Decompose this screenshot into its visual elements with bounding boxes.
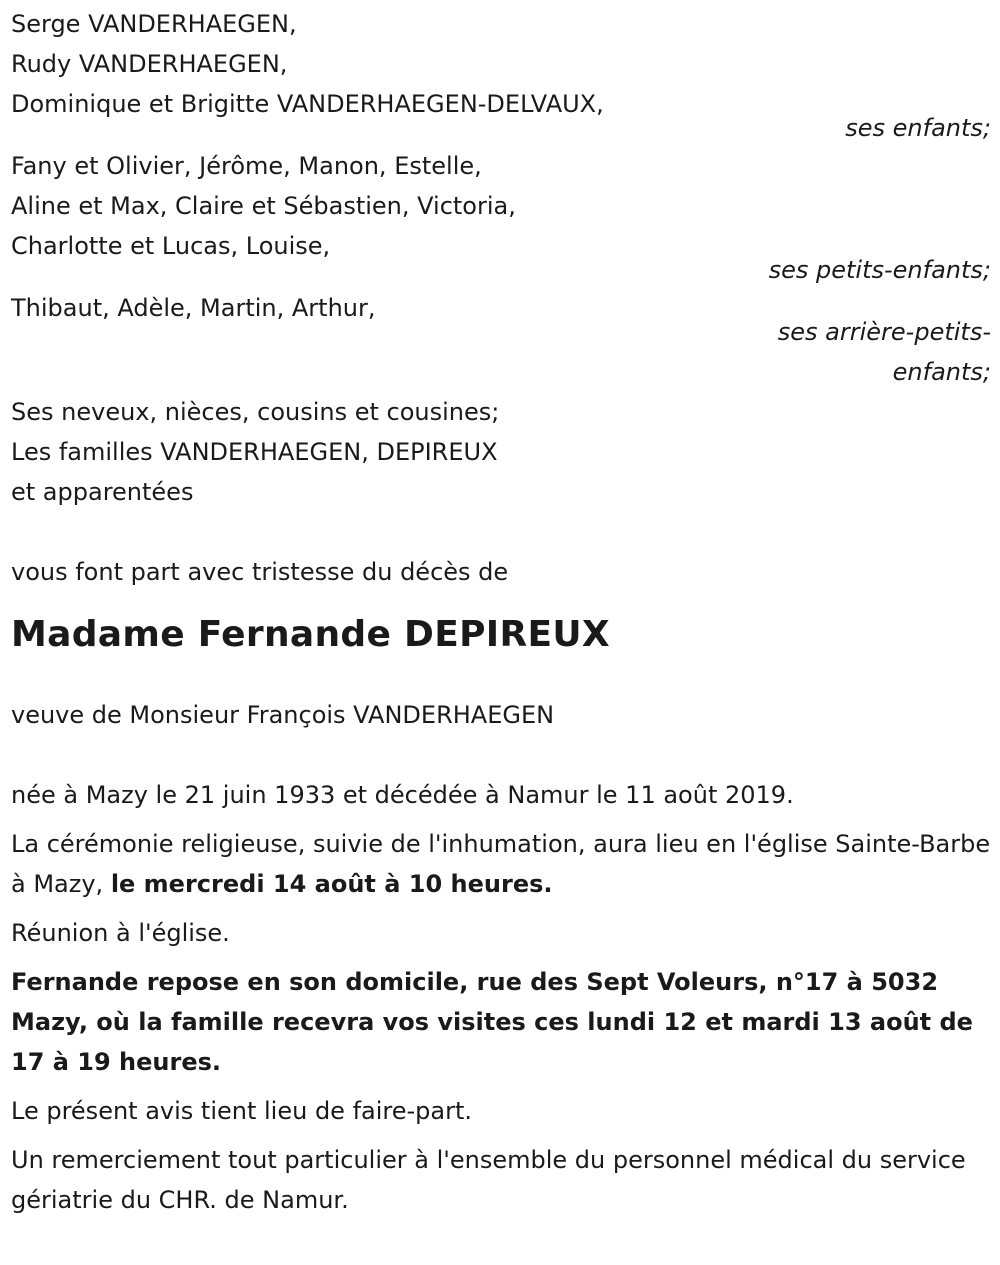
announcement-text: vous font part avec tristesse du décès de [11,558,509,586]
great-grandchild-names: Thibaut, Adèle, Martin, Arthur, [11,294,376,322]
obituary-notice [11,4,991,1229]
great-grandchildren-role: ses arrière-petits- [777,318,991,346]
deceased-name: Madame Fernande DEPIREUX [11,614,610,655]
widow-of-text: veuve de Monsieur François VANDERHAEGEN [11,701,555,729]
child-name: Rudy VANDERHAEGEN, [11,50,288,78]
great-grandchildren-role: enfants; [892,358,991,386]
relatives-section [11,392,991,512]
child-name: Serge VANDERHAEGEN, [11,10,297,38]
ceremony-text [11,824,991,904]
notice-text: Le présent avis tient lieu de faire-part. [11,1097,473,1125]
ceremony-location: La cérémonie religieuse, suivie de l'inhumation, aura lieu en l'église Sainte-Barbe à Mazy, [11,830,991,898]
child-name: Dominique et Brigitte VANDERHAEGEN-DELVAUX, [11,90,604,118]
meeting-text: Réunion à l'église. [11,919,230,947]
visitation-text: Fernande repose en son domicile, rue des Sept Voleurs, n°17 à 5032 Mazy, où la famille recevra vos visites ces lundi 12 et mardi 13 août de 17 à 19 heures. [11,968,973,1076]
children-section [11,4,991,148]
birth-death-text: née à Mazy le 21 juin 1933 et décédée à Namur le 11 août 2019. [11,781,794,809]
children-role: ses enfants; [845,114,991,142]
relatives-line: Ses neveux, nièces, cousins et cousines; [11,398,500,426]
grandchildren-section [11,146,991,290]
great-grandchildren-section [11,288,991,392]
thanks-text: Un remerciement tout particulier à l'ensemble du personnel médical du service gériatrie du CHR. de Namur. [11,1146,966,1214]
relatives-line: Les familles VANDERHAEGEN, DEPIREUX [11,438,498,466]
relatives-line: et apparentées [11,478,194,506]
grandchildren-role: ses petits-enfants; [768,256,991,284]
grandchild-names: Fany et Olivier, Jérôme, Manon, Estelle, [11,152,482,180]
grandchild-names: Charlotte et Lucas, Louise, [11,232,331,260]
ceremony-date: le mercredi 14 août à 10 heures. [110,870,553,898]
grandchild-names: Aline et Max, Claire et Sébastien, Victoria, [11,192,516,220]
